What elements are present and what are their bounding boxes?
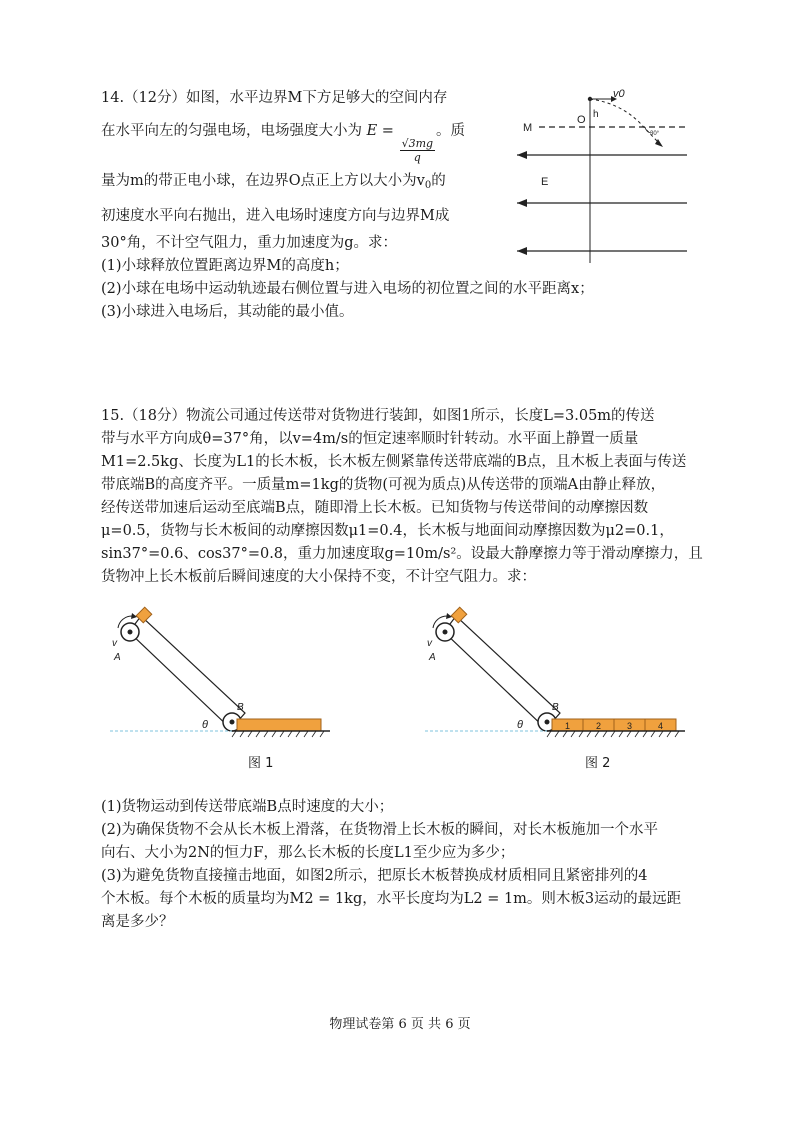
field-arrow-3 [517,247,527,255]
label-m: M [523,122,533,134]
label-v: v [112,638,117,649]
label-o: O [577,114,586,126]
long-plank [237,719,321,731]
label-angle: 30° [650,131,660,137]
q15-question-3a: (3)为避免货物直接撞击地面，如图2所示，把原长木板替换成材质相同且紧密排列的4 [101,868,648,884]
field-arrow-1 [517,151,527,159]
q15-line-5: 经传送带加速后运动至底端B点，随即滑上长木板。已知货物与传送带间的动摩擦因数 [101,500,649,516]
q15-line-1: 15.（18分）物流公司通过传送带对货物进行装卸，如图1所示，长度L=3.05m的传送 [101,408,655,424]
q14-line-1: 14.（12分）如图，水平边界M下方足够大的空间内存 [101,90,448,106]
label-h: h [593,109,599,120]
q14-line-3-tail: 的 [431,173,446,189]
formula-denominator: q [413,151,421,164]
q14-question-1: (1)小球释放位置距离边界M的高度h； [101,258,349,274]
q14-line-3 [101,171,446,196]
formula-lhs: E = [366,123,394,139]
q15-line-4: 带底端B的高度齐平。一质量m=1kg的货物(可视为质点)从传送带的顶端A由静止释放， [101,477,666,493]
plank-2-label: 2 [596,721,602,731]
label-theta: θ [202,719,208,731]
q14-question-3: (3)小球进入电场后，其动能的最小值。 [101,304,354,320]
plank-1-label: 1 [565,721,571,731]
label-v: v [427,638,432,649]
page-footer: 物理试卷第 6 页 共 6 页 [329,1017,471,1032]
q15-line-2: 带与水平方向成θ=37°角，以v=4m/s的恒定速率顺时针转动。水平面上静置一质量 [101,431,639,447]
ground-hatch [232,731,324,737]
trajectory [590,99,661,145]
q15-line-7: sin37°=0.6、cos37°=0.8，重力加速度取g=10m/s²。设最大静摩擦力等于滑动摩擦力，且 [101,546,703,562]
q15-line-3: M1=2.5kg、长度为L1的长木板，长木板左侧紧靠传送带底端的B点，且木板上表面与传送 [101,454,687,470]
q14-line-3-text: 量为m的带正电小球，在边界O点正上方以大小为v [101,173,425,189]
q14-line-2-text: 在水平向左的匀强电场，电场强度大小为 [101,123,362,139]
q15-question-2b: 向右、大小为2N的恒力F，那么长木板的长度L1至少应为多少； [101,845,515,861]
figure-1-caption: 图 1 [248,756,274,771]
q14-line-5: 30°角，不计空气阻力，重力加速度为g。求： [101,235,397,251]
formula-numerator: √3mg [401,137,434,150]
q15-question-1: (1)货物运动到传送带底端B点时速度的大小； [101,799,394,815]
label-e: E [541,176,549,188]
q14-figure [495,85,695,265]
q15-line-8: 货物冲上长木板前后瞬间速度的大小保持不变，不计空气阻力。求： [101,569,536,585]
pulley-bottom-axle [545,720,550,725]
label-a: A [114,652,121,663]
figure-2-caption: 图 2 [585,756,611,771]
label-b: B [552,702,559,713]
label-theta: θ [517,719,523,731]
plank-3-label: 3 [627,721,633,731]
q14-line-2 [101,121,465,164]
field-arrow-2 [517,199,527,207]
belt [129,616,245,729]
formula-after: 。质 [436,123,466,139]
plank-4-label: 4 [658,721,664,731]
q15-question-3b: 个木板。每个木板的质量均为M2 = 1kg，水平长度均为L2 = 1m。则木板3运动的最远距 [101,891,682,907]
pulley-top-axle [128,630,133,635]
pulley-bottom-axle [230,720,235,725]
ground-hatch [547,731,679,737]
q15-question-3c: 离是多少？ [101,914,174,930]
belt [444,616,560,729]
q15-line-6: μ=0.5，货物与长木板间的动摩擦因数μ1=0.4，长木板与地面间动摩擦因数为μ2=0.1， [101,523,674,539]
figure-2 [427,608,705,743]
q14-v0-subscript: 0 [424,180,432,191]
q14-line-4: 初速度水平向右抛出，进入电场时速度方向与边界M成 [101,208,450,224]
figure-1 [112,608,350,743]
pulley-top-axle [443,630,448,635]
formula-fraction [400,137,435,164]
label-b: B [237,702,244,713]
label-a: A [429,652,436,663]
q14-question-2: (2)小球在电场中运动轨迹最右侧位置与进入电场的初位置之间的水平距离x； [101,281,594,297]
label-v0: v0 [613,88,625,100]
q15-question-2a: (2)为确保货物不会从长木板上滑落，在货物滑上长木板的瞬间，对长木板施加一个水平 [101,822,659,838]
